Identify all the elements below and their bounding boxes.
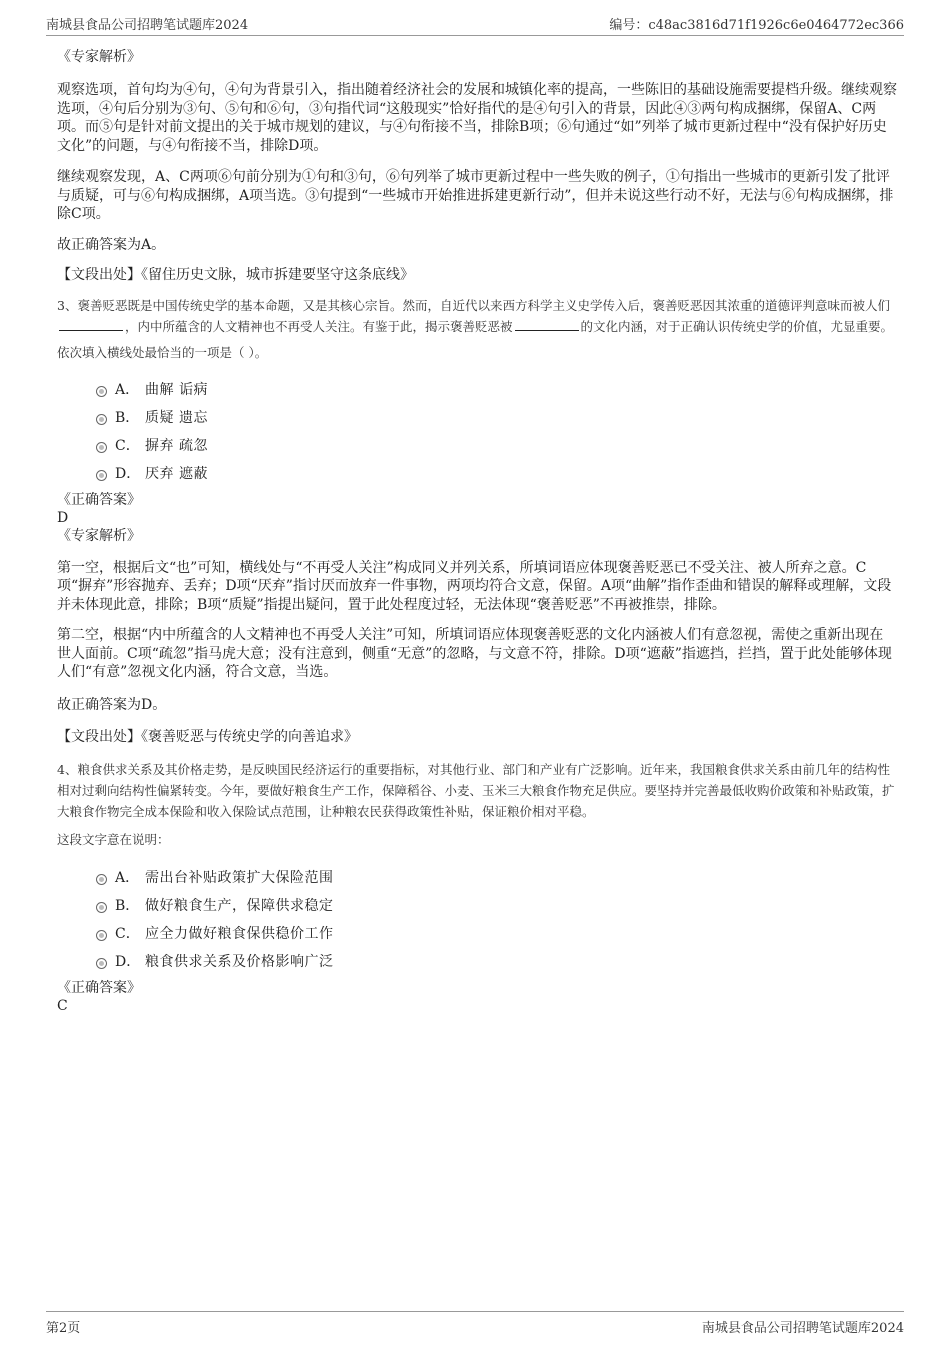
radio-icon[interactable] [96, 874, 107, 885]
footer-title: 南城县食品公司招聘笔试题库2024 [701, 1320, 904, 1336]
q3-option-d[interactable]: D． 厌弃 遮蔽 [96, 459, 897, 487]
radio-icon[interactable] [96, 414, 107, 425]
q3-blank-1 [59, 318, 123, 331]
q2-analysis-paragraph-1: 观察选项，首句均为④句，④句为背景引入，指出随着经济社会的发展和城镇化率的提高，一些陈旧的基础设施需要提档升级。继续观察选项，④句后分别为③句、⑤句和⑥句，③句指代词“这般现实”恰好指代的是④句引入的背景，因此④③两句构成捆绑，保留A、C两项。而⑤句是针对前文提出的关于城市规划的建议，与④句衔接不当，排除B项；⑥句通过“如”列举了城市更新过程中“没有保护好历史文化”的问题，与④句衔接不当，排除D项。 [57, 82, 897, 154]
q2-source: 【文段出处】《留住历史文脉，城市拆建要坚守这条底线》 [57, 267, 414, 283]
q2-analysis-paragraph-2: 继续观察发现，A、C两项⑥句前分别为①句和③句，⑥句列举了城市更新过程中一些失败的例子，①句指出一些城市的更新引发了批评与质疑，可与⑥句构成捆绑，A项当选。③句提到“一些城市开始推进拆建更新行动”，但并未说这些行动不好，无法与⑥句构成捆绑，排除C项。 [57, 169, 894, 222]
q4-options [57, 863, 897, 975]
q4-answer-title: 《正确答案》 [57, 979, 141, 996]
radio-icon[interactable] [96, 902, 107, 913]
q4-option-d[interactable]: D． 粮食供求关系及价格影响广泛 [96, 947, 897, 975]
q3-stem-part-3: 的文化内涵，对于正确认识传统史学的价值，尤显重要。 [580, 318, 894, 334]
radio-icon[interactable] [96, 442, 107, 453]
header-serial: 编号：c48ac3816d71f1926c6e0464772ec366 [609, 17, 904, 33]
radio-icon[interactable] [96, 470, 107, 481]
q4-answer: C [57, 997, 68, 1014]
q4-option-b[interactable]: B． 做好粮食生产，保障供求稳定 [96, 891, 897, 919]
page-content [57, 47, 897, 1015]
q3-stem [57, 295, 897, 337]
q3-source: 【文段出处】《褒善贬恶与传统史学的向善追求》 [57, 729, 358, 745]
q3-analysis-title: 《专家解析》 [57, 527, 141, 544]
q3-option-a[interactable]: A． 曲解 诟病 [96, 375, 897, 403]
q4-option-c[interactable]: C． 应全力做好粮食保供稳价工作 [96, 919, 897, 947]
q3-prompt: 依次填入横线处最恰当的一项是（ ）。 [57, 344, 268, 360]
q3-stem-part-2: ，内中所蕴含的人文精神也不再受人关注。有鉴于此，揭示褒善贬恶被 [125, 318, 513, 334]
page-header [46, 13, 904, 36]
q4-option-a[interactable]: A． 需出台补贴政策扩大保险范围 [96, 863, 897, 891]
q3-stem-part-1: 3、褒善贬恶既是中国传统史学的基本命题，又是其核心宗旨。然而，自近代以来西方科学主义史学传入后，褒善贬恶因其浓重的道德评判意味而被人们 [57, 297, 890, 313]
q3-option-c[interactable]: C． 摒弃 疏忽 [96, 431, 897, 459]
q3-blank-2 [515, 318, 579, 331]
q3-analysis-paragraph-2: 第二空，根据“内中所蕴含的人文精神也不再受人关注”可知，所填词语应体现褒善贬恶的文化内涵被人们有意忽视，需使之重新出现在世人面前。C项“疏忽”指马虎大意；没有注意到，侧重“无意”的忽略，与文意不符，排除。D项“遮蔽”指遮挡，拦挡，置于此处能够体现人们“有意”忽视文化内涵，符合文意，当选。 [57, 627, 892, 680]
q3-conclusion: 故正确答案为D。 [57, 696, 167, 713]
q4-prompt: 这段文字意在说明： [57, 831, 170, 847]
q2-conclusion: 故正确答案为A。 [57, 236, 166, 253]
q3-options [57, 375, 897, 487]
radio-icon[interactable] [96, 958, 107, 969]
radio-icon[interactable] [96, 386, 107, 397]
q4-stem: 4、粮食供求关系及其价格走势，是反映国民经济运行的重要指标，对其他行业、部门和产业有广泛影响。近年来，我国粮食供求关系由前几年的结构性相对过剩向结构性偏紧转变。今年，要做好粮食生产工作，保障稻谷、小麦、玉米三大粮食作物充足供应。要坚持并完善最低收购价政策和补贴政策，扩大粮食作物完全成本保险和收入保险试点范围，让种粮农民获得政策性补贴，保证粮价相对平稳。 [57, 761, 895, 819]
radio-icon[interactable] [96, 930, 107, 941]
q3-option-b[interactable]: B． 质疑 遗忘 [96, 403, 897, 431]
q3-analysis-paragraph-1: 第一空，根据后文“也”可知，横线处与“不再受人关注”构成同义并列关系，所填词语应体现褒善贬恶已不受关注、被人所弃之意。C项“摒弃”形容抛弃、丢弃；D项“厌弃”指讨厌而放弃一件事物，两项均符合文意，保留。A项“曲解”指作歪曲和错误的解释或理解，文段并未体现此意，排除；B项“质疑”指提出疑问，置于此处程度过轻，无法体现“褒善贬恶”不再被推崇，排除。 [57, 559, 892, 613]
footer-page-number: 第2页 [46, 1320, 81, 1336]
q3-answer-title: 《正确答案》 [57, 491, 141, 508]
page-footer [46, 1311, 904, 1337]
q2-analysis-title: 《专家解析》 [57, 49, 141, 65]
q3-answer: D [57, 509, 69, 526]
header-title: 南城县食品公司招聘笔试题库2024 [46, 17, 249, 33]
